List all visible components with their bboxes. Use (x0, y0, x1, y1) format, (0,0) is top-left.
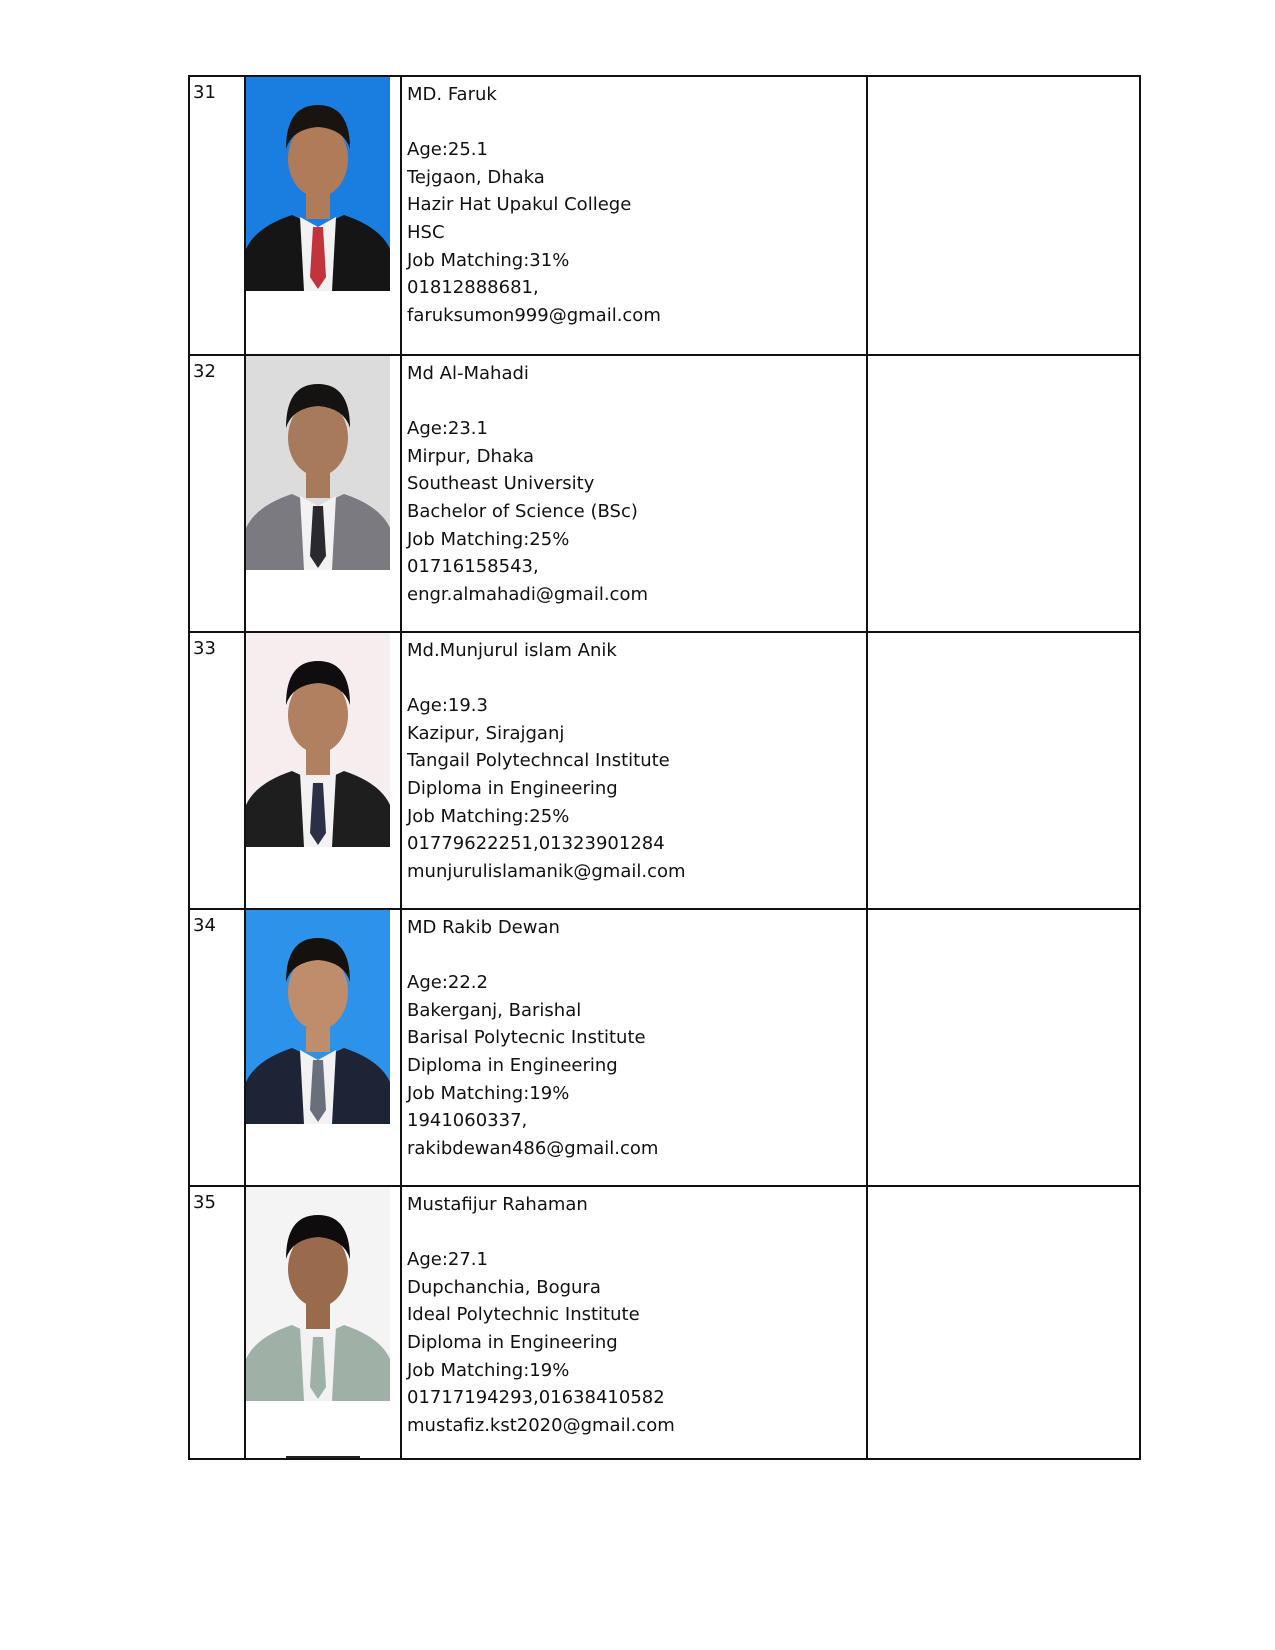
candidate-info (407, 637, 857, 885)
candidate-name: Md Al-Mahadi (407, 363, 529, 384)
blank-line (407, 1219, 857, 1247)
column-divider (400, 633, 402, 908)
candidate-degree: Diploma in Engineering (407, 1331, 618, 1353)
candidate-photo (246, 910, 390, 1124)
candidate-location: Mirpur, Dhaka (407, 445, 535, 467)
candidate-name: Md.Munjurul islam Anik (407, 640, 617, 661)
candidate-email: engr.almahadi@gmail.com (407, 583, 648, 605)
table-row (190, 354, 1139, 631)
column-divider (400, 1187, 402, 1460)
job-matching: Job Matching:19% (407, 1082, 570, 1104)
serial-number: 35 (193, 1192, 216, 1213)
candidate-phone: 01716158543, (407, 556, 539, 578)
serial-number: 32 (193, 361, 216, 382)
candidate-phone: 01779622251,01323901284 (407, 833, 665, 855)
column-divider (400, 910, 402, 1185)
remarks-cell (868, 1187, 1139, 1460)
serial-number: 33 (193, 638, 216, 659)
candidate-age: Age:23.1 (407, 418, 488, 440)
remarks-cell (868, 910, 1139, 1185)
candidate-institution: Tangail Polytechncal Institute (407, 750, 670, 772)
photo-underline (286, 1456, 360, 1458)
remarks-cell (868, 633, 1139, 908)
candidate-age: Age:19.3 (407, 695, 488, 717)
candidate-photo (246, 356, 390, 570)
candidate-info (407, 1191, 857, 1439)
job-matching: Job Matching:25% (407, 528, 570, 550)
column-divider (400, 77, 402, 354)
remarks-cell (868, 356, 1139, 631)
candidate-phone: 01812888681, (407, 277, 539, 299)
candidate-info (407, 81, 857, 329)
candidate-info (407, 360, 857, 608)
candidate-name: MD. Faruk (407, 84, 497, 105)
blank-line (407, 388, 857, 416)
candidate-email: mustafiz.kst2020@gmail.com (407, 1414, 675, 1436)
table-row (190, 631, 1139, 908)
candidate-age: Age:22.2 (407, 972, 488, 994)
job-matching: Job Matching:25% (407, 805, 570, 827)
candidate-phone: 01717194293,01638410582 (407, 1387, 665, 1409)
candidate-location: Dupchanchia, Bogura (407, 1276, 601, 1298)
candidate-info (407, 914, 857, 1162)
candidate-table (188, 75, 1141, 1460)
serial-number: 31 (193, 82, 216, 103)
candidate-name: Mustafijur Rahaman (407, 1194, 588, 1215)
candidate-email: munjurulislamanik@gmail.com (407, 860, 686, 882)
candidate-name: MD Rakib Dewan (407, 917, 560, 938)
candidate-institution: Ideal Polytechnic Institute (407, 1304, 640, 1326)
candidate-location: Tejgaon, Dhaka (407, 166, 545, 188)
table-row (190, 77, 1139, 354)
candidate-degree: HSC (407, 221, 445, 243)
blank-line (407, 942, 857, 970)
candidate-location: Bakerganj, Barishal (407, 999, 582, 1021)
job-matching: Job Matching:19% (407, 1359, 570, 1381)
job-matching: Job Matching:31% (407, 249, 570, 271)
candidate-photo (246, 77, 390, 291)
candidate-email: faruksumon999@gmail.com (407, 304, 661, 326)
candidate-phone: 1941060337, (407, 1110, 528, 1132)
candidate-photo (246, 1187, 390, 1401)
serial-number: 34 (193, 915, 216, 936)
candidate-institution: Southeast University (407, 473, 595, 495)
candidate-location: Kazipur, Sirajganj (407, 722, 565, 744)
candidate-degree: Diploma in Engineering (407, 777, 618, 799)
blank-line (407, 665, 857, 693)
column-divider (400, 356, 402, 631)
table-row (190, 908, 1139, 1185)
candidate-degree: Bachelor of Science (BSc) (407, 500, 638, 522)
candidate-degree: Diploma in Engineering (407, 1054, 618, 1076)
candidate-photo (246, 633, 390, 847)
candidate-age: Age:25.1 (407, 139, 488, 161)
candidate-email: rakibdewan486@gmail.com (407, 1137, 659, 1159)
candidate-institution: Hazir Hat Upakul College (407, 194, 632, 216)
candidate-age: Age:27.1 (407, 1249, 488, 1271)
candidate-institution: Barisal Polytecnic Institute (407, 1027, 646, 1049)
table-row (190, 1185, 1139, 1460)
blank-line (407, 109, 857, 137)
remarks-cell (868, 77, 1139, 354)
